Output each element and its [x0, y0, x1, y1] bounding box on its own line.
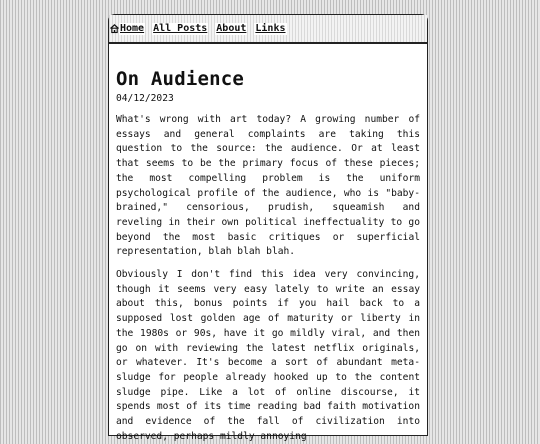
post-paragraph-1: What's wrong with art today? A growing number of essays and general complaints are taking this question to the source: the audience. Or at least that seems to be the primary focus of these pieces; the most compelling problem is the uniform psychological profile of the audience, who is "baby-brained," censorious, prudish, squeamish and reveling in their own political ineffectuality to go beyond the most basic critiques or superficial representation, blah blah blah. [116, 114, 420, 258]
home-link[interactable] [110, 23, 152, 35]
nav-home-label[interactable]: Home [120, 22, 145, 34]
home-icon [110, 24, 119, 33]
nav-bar [109, 15, 427, 44]
post-paragraph-2: Obviously I don't find this idea very convincing, though it seems very easy lately to write an essay about this, bonus points if you hail back to a supposed lost golden age of maturity or liberty in the 1980s or 90s, have it go mildly viral, and then go on with reviewing the latest netflix originals, or whatever. It's become a sort of abundant meta-sludge for people already hooked up to the content sludge pipe. Like a lot of online discourse, it spends most of its time reading bad faith motivation and evidence of the fall of civilization into observed, perhaps mildly annoying [116, 269, 420, 442]
nav-links[interactable]: Links [255, 22, 286, 34]
post-content [109, 44, 427, 444]
nav-about[interactable]: About [216, 22, 247, 34]
post-date: 04/12/2023 [116, 93, 174, 104]
nav-all-posts[interactable]: All Posts [153, 22, 208, 34]
browser-window [108, 14, 428, 442]
post-title: On Audience [116, 68, 245, 90]
